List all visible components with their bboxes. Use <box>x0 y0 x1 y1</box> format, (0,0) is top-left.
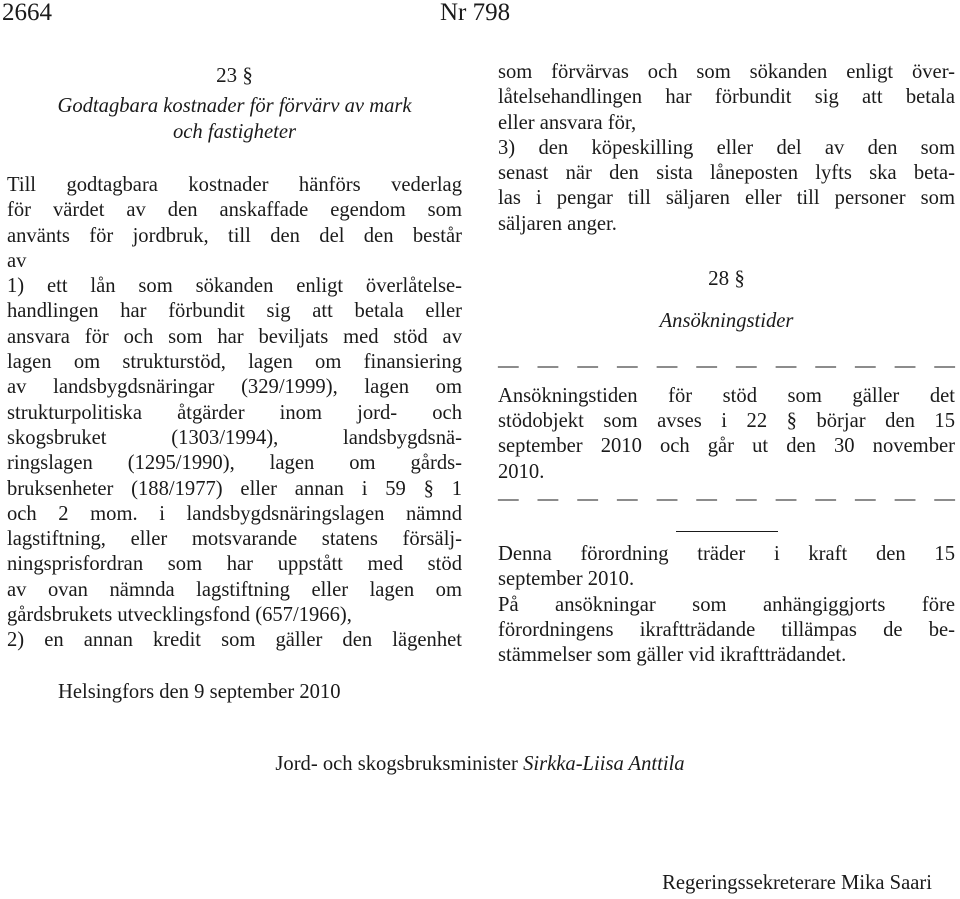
text-line: strukturpolitiska åtgärder inom jord- och <box>7 401 462 424</box>
right-column <box>498 60 955 669</box>
text-line: 2) en annan kredit som gäller den lägenhet <box>7 629 462 652</box>
text-line: september 2010 och går ut den 30 november <box>498 435 955 458</box>
text-line: låtelsehandlingen har förbundit sig att betala <box>498 86 955 109</box>
section-title-23 <box>7 94 462 145</box>
text-line: och 2 mom. i landsbygdsnäringslagen nämnd <box>7 502 462 525</box>
section-title-28: Ansökningstider <box>659 310 794 333</box>
document-number: Nr 798 <box>440 0 511 26</box>
text-line: senast när den sista låneposten lyfts ska beta- <box>498 162 955 185</box>
text-line: eller ansvara för, <box>498 111 637 134</box>
text-line: bruksenheter (188/1977) eller annan i 59 § 1 <box>7 477 462 500</box>
text-line: las i pengar till säljaren eller till personer som <box>498 187 955 210</box>
text-line: stämmelser som gäller vid ikraftträdandet. <box>498 644 847 667</box>
text-line: stödobjekt som avses i 22 § börjar den 15 <box>498 409 955 432</box>
minister-signature <box>0 753 960 776</box>
section-23-body <box>7 173 462 654</box>
secretary-signature: Regeringssekreterare Mika Saari <box>662 872 932 894</box>
text-line: Denna förordning träder i kraft den 15 <box>498 543 955 566</box>
text-line: ningsprisfordran som har uppstått med stöd <box>7 553 462 576</box>
page-number: 2664 <box>2 0 52 26</box>
section-28-body <box>498 384 955 485</box>
text-line: skogsbruket (1303/1994), landsbygdsnä- <box>7 426 462 449</box>
text-line: ringslagen (1295/1990), lagen om gårds- <box>7 452 462 475</box>
text-line: gårdsbrukets utvecklingsfond (657/1966), <box>7 604 352 627</box>
place-and-date: Helsingfors den 9 september 2010 <box>58 681 341 703</box>
text-line: ansvara för och som har beviljats med stöd av <box>7 325 462 348</box>
section-heading-23: 23 § <box>216 63 253 87</box>
text-line: På ansökningar som anhängiggjorts före <box>498 593 955 616</box>
text-line: använts för jordbruk, till den del den består <box>7 224 462 247</box>
closing-rule <box>676 531 778 532</box>
text-line: lagstiftning, eller motsvarande statens försälj- <box>7 528 462 551</box>
text-line: 1) ett lån som sökanden enligt överlåtelse- <box>7 275 462 298</box>
minister-title: Jord- och skogsbruksminister <box>275 753 518 775</box>
text-line: lagen om strukturstöd, lagen om finansiering <box>7 351 462 374</box>
text-line: Ansökningstiden för stöd som gäller det <box>498 384 955 407</box>
text-line: Till godtagbara kostnader hänförs vederlag <box>7 174 462 196</box>
entry-into-force <box>498 542 955 668</box>
text-line: 2010. <box>498 460 545 483</box>
title-line: och fastigheter <box>173 120 296 143</box>
text-line: av ovan nämnda lagstiftning eller lagen om <box>7 578 462 601</box>
text-line: förordningens ikraftträdande tillämpas de be- <box>498 619 955 642</box>
text-line: 3) den köpeskilling eller del av den som <box>498 136 955 159</box>
omission-dashes: — — — — — — — — — — — — <box>498 355 955 378</box>
text-line: september 2010. <box>498 568 635 591</box>
text-line: som förvärvas och som sökanden enligt över- <box>498 61 955 83</box>
section-heading-28: 28 § <box>708 266 745 291</box>
left-column <box>7 58 462 654</box>
omission-dashes: — — — — — — — — — — — — <box>498 487 955 510</box>
text-line: av landsbygdsnäringar (329/1999), lagen om <box>7 376 462 399</box>
text-line: handlingen har förbundit sig att betala eller <box>7 300 462 323</box>
text-line: säljaren anger. <box>498 212 617 235</box>
section-23-continued <box>498 60 955 237</box>
title-line: Godtagbara kostnader för förvärv av mark <box>57 95 412 117</box>
minister-name: Sirkka-Liisa Anttila <box>523 753 685 775</box>
text-line: av <box>7 249 27 272</box>
text-line: för värdet av den anskaffade egendom som <box>7 199 462 222</box>
